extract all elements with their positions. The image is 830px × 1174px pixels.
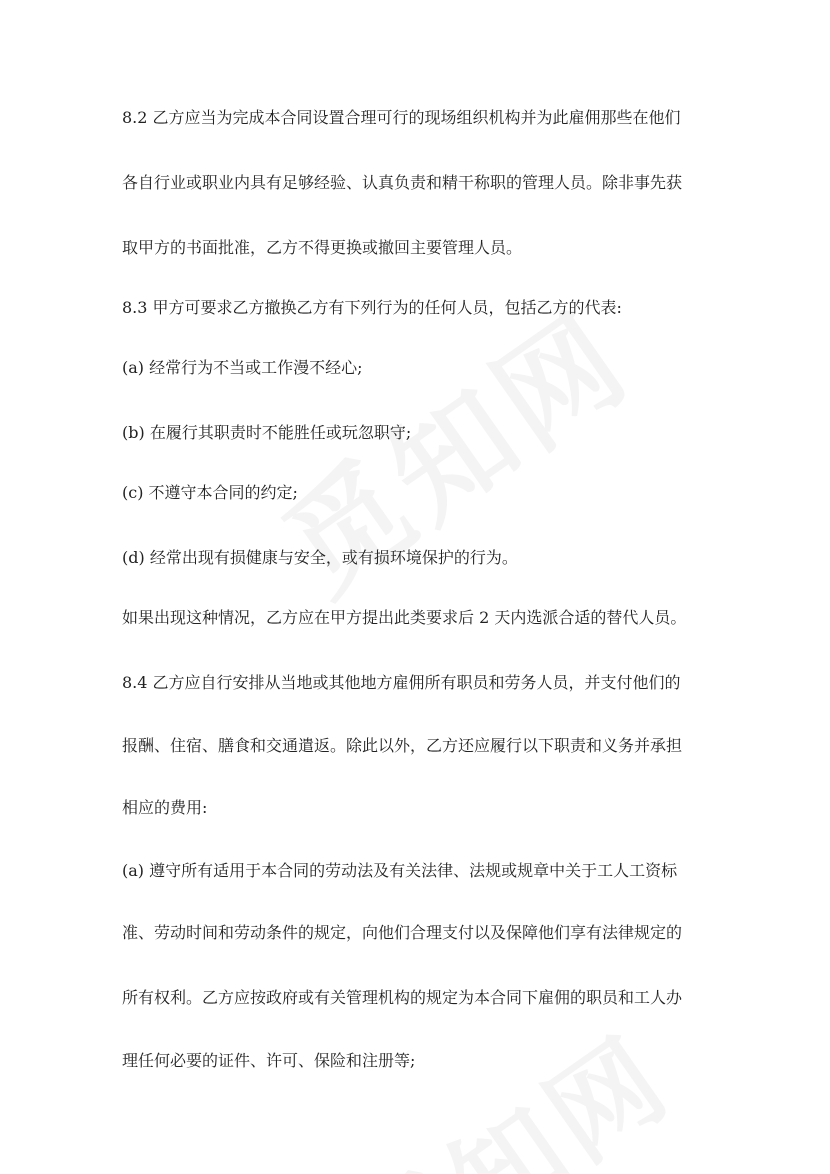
text-line: 相应的费用: bbox=[122, 798, 208, 817]
text-line: 各自行业或职业内具有足够经验、认真负责和精干称职的管理人员。除非事先获 bbox=[122, 173, 683, 192]
text-line: 8.3 甲方可要求乙方撤换乙方有下列行为的任何人员，包括乙方的代表: bbox=[122, 298, 622, 317]
text-line: (c) 不遵守本合同的约定; bbox=[122, 483, 298, 502]
text-line: 所有权利。乙方应按政府或有关管理机构的规定为本合同下雇佣的职员和工人办 bbox=[122, 988, 683, 1007]
text-line: 取甲方的书面批准，乙方不得更换或撤回主要管理人员。 bbox=[122, 238, 523, 257]
watermark-logo-bottom bbox=[317, 993, 698, 1174]
text-line: 准、劳动时间和劳动条件的规定，向他们合理支付以及保障他们享有法律规定的 bbox=[122, 923, 683, 942]
text-line: (a) 遵守所有适用于本合同的劳动法及有关法律、法规或规章中关于工人工资标 bbox=[122, 861, 678, 880]
watermark-logo bbox=[245, 265, 658, 626]
text-line: 8.4 乙方应自行安排从当地或其他地方雇佣所有职员和劳务人员，并支付他们的 bbox=[122, 673, 681, 692]
text-line: (a) 经常行为不当或工作漫不经心; bbox=[122, 358, 363, 377]
text-line: (b) 在履行其职责时不能胜任或玩忽职守; bbox=[122, 423, 412, 442]
text-line: (d) 经常出现有损健康与安全，或有损环境保护的行为。 bbox=[122, 548, 518, 567]
text-line: 8.2 乙方应当为完成本合同设置合理可行的现场组织机构并为此雇佣那些在他们 bbox=[122, 108, 681, 127]
text-line: 如果出现这种情况，乙方应在甲方提出此类要求后 2 天内选派合适的替代人员。 bbox=[122, 608, 687, 627]
text-line: 报酬、住宿、膳食和交通遣返。除此以外，乙方还应履行以下职责和义务并承担 bbox=[122, 736, 683, 755]
text-line: 理任何必要的证件、许可、保险和注册等; bbox=[122, 1051, 416, 1070]
